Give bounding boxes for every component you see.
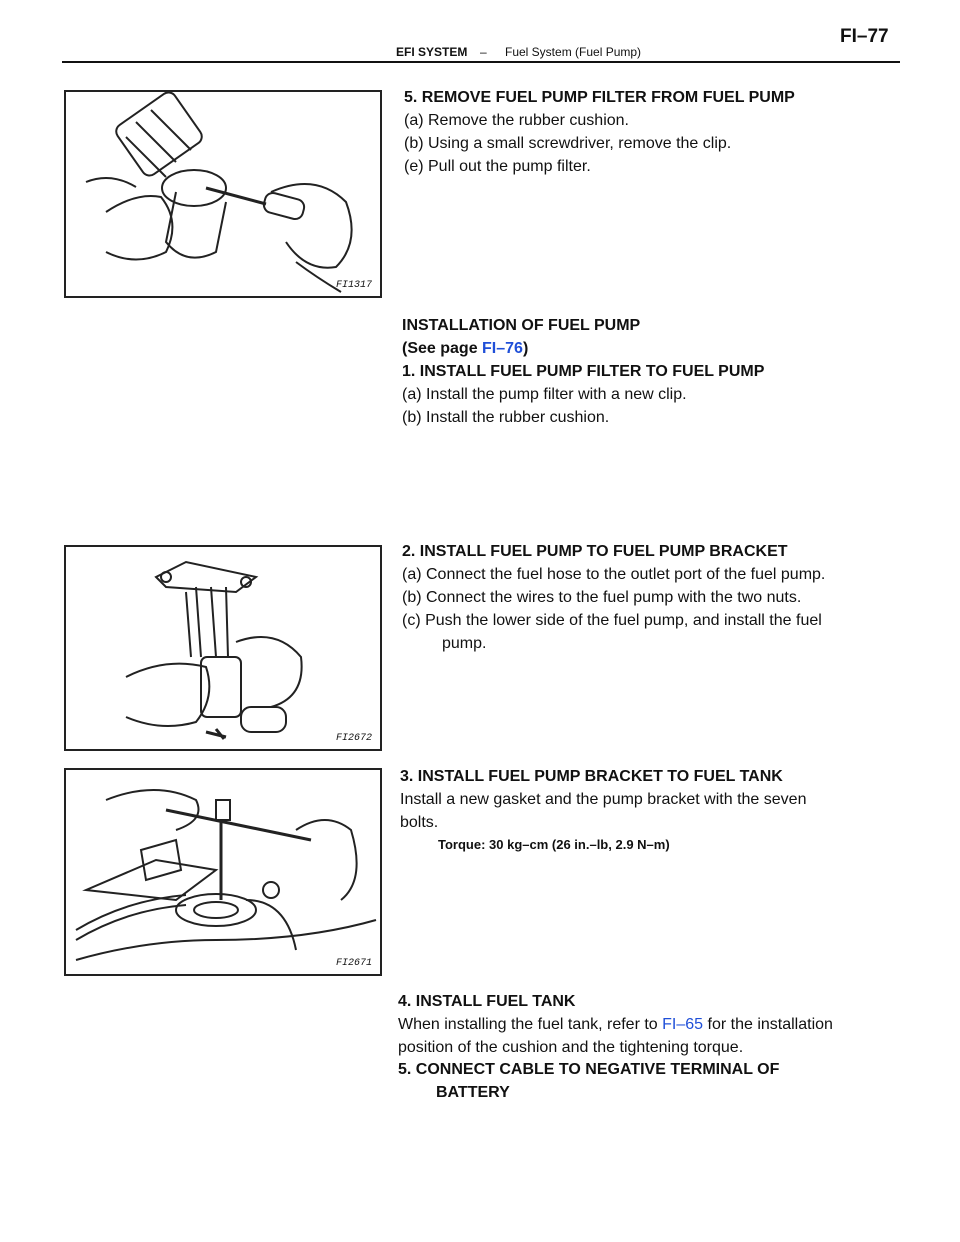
header-system: EFI SYSTEM [396,45,468,59]
see-page-line [402,337,902,360]
step-b: (b) Using a small screwdriver, remove the clip. [404,135,732,152]
step2-c-cont: pump. [442,635,487,652]
header-dash: – [480,45,487,59]
header-rule [62,61,900,63]
page-link-fi76[interactable]: FI–76 [482,340,523,357]
step3-line1: Install a new gasket and the pump bracket with the seven [400,791,807,808]
step-a: (a) Remove the rubber cushion. [404,112,629,129]
step1-a: (a) Install the pump filter with a new clip. [402,386,687,403]
installation-heading: INSTALLATION OF FUEL PUMP [402,317,641,334]
section-step4 [398,990,898,1059]
step5-title-cont: BATTERY [436,1084,510,1101]
figure-install-bracket [64,768,382,976]
step4-title: 4. INSTALL FUEL TANK [398,993,576,1010]
step4-post: for the installation [703,1016,833,1033]
figure-code: FI2671 [335,958,372,969]
page-header [0,26,960,66]
tank-bracket-bolts-illustration [66,770,380,974]
step3-line2: bolts. [400,814,439,831]
section-title: 5. REMOVE FUEL PUMP FILTER FROM FUEL PUMP [404,89,795,106]
step5-title: 5. CONNECT CABLE TO NEGATIVE TERMINAL OF [398,1061,780,1078]
figure-code: FI1317 [335,280,372,291]
step3-title: 3. INSTALL FUEL PUMP BRACKET TO FUEL TANK [400,768,783,785]
section-remove-filter [404,86,904,178]
step1-title: 1. INSTALL FUEL PUMP FILTER TO FUEL PUMP [402,363,765,380]
section-step2 [402,540,880,655]
section-step3 [400,765,880,856]
pump-bracket-install-illustration [66,547,380,749]
step1-b: (b) Install the rubber cushion. [402,409,610,426]
step2-a: (a) Connect the fuel hose to the outlet port of the fuel pump. [402,566,826,583]
page-link-fi65[interactable]: FI–65 [662,1016,704,1033]
see-suffix: ) [522,340,529,357]
header-subsystem: Fuel System (Fuel Pump) [505,45,642,59]
step4-pre: When installing the fuel tank, refer to [398,1016,663,1033]
figure-remove-clip [64,90,382,298]
figure-code: FI2672 [335,733,372,744]
see-prefix: (See page [402,340,483,357]
section-step5 [398,1058,898,1104]
step-e: (e) Pull out the pump filter. [404,158,591,175]
step2-c: (c) Push the lower side of the fuel pump, and install the fuel [402,612,822,629]
screwdriver-removing-clip-illustration [66,92,380,296]
step2-b: (b) Connect the wires to the fuel pump with the two nuts. [402,589,802,606]
section-installation [402,314,902,429]
figure-install-pump [64,545,382,751]
step4-line1 [398,1013,898,1036]
page-number: FI–77 [840,26,889,47]
step2-title: 2. INSTALL FUEL PUMP TO FUEL PUMP BRACKET [402,543,788,560]
torque-spec: Torque: 30 kg–cm (26 in.–lb, 2.9 N–m) [438,837,670,852]
step4-line2: position of the cushion and the tightening torque. [398,1039,744,1056]
